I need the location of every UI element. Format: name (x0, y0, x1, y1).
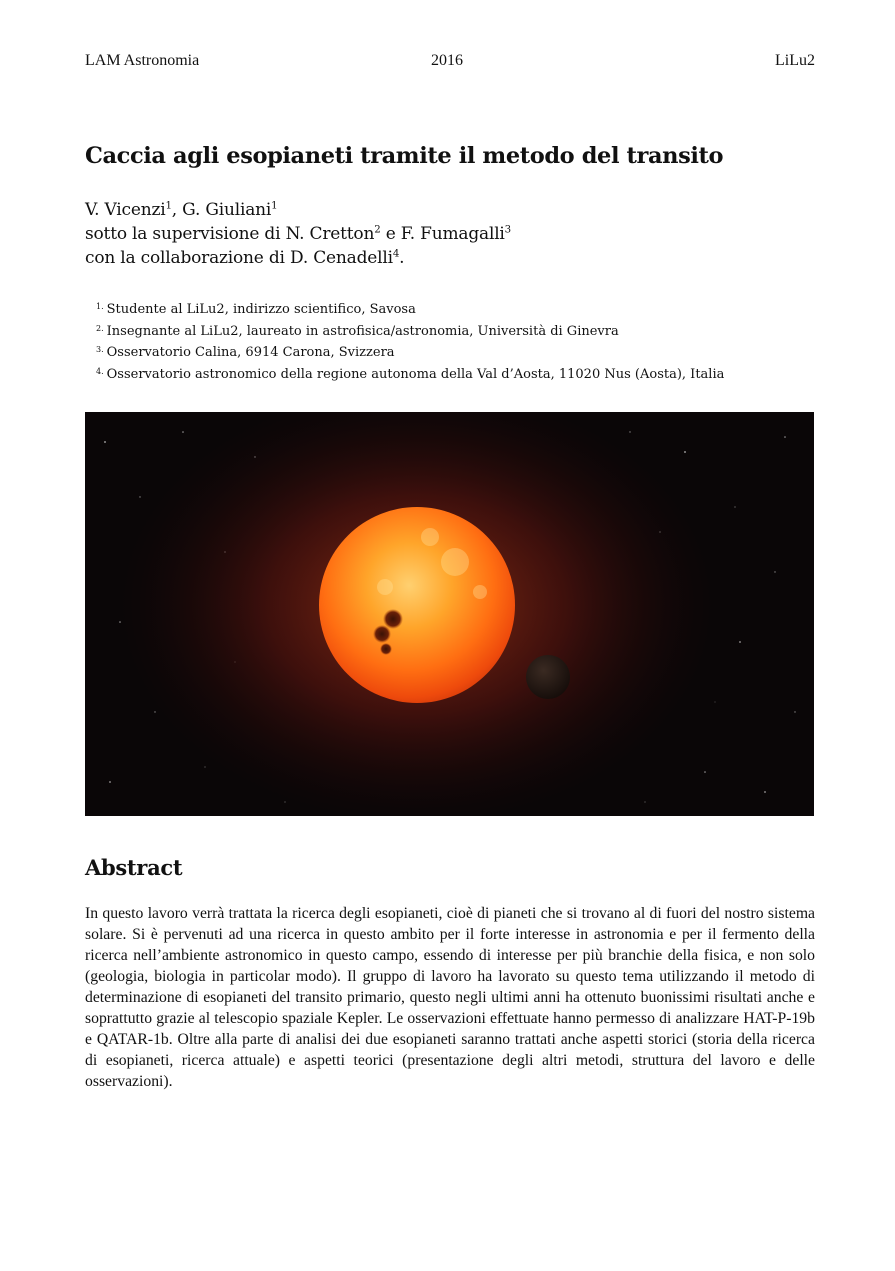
collaborators-suffix: . (399, 248, 405, 268)
supervisor-name: N. Cretton (285, 224, 375, 244)
affiliation-item (96, 341, 724, 363)
affiliation-number: 2. (96, 323, 104, 333)
affiliation-item (96, 363, 724, 385)
author-separator: e (380, 224, 401, 244)
affiliations-list (96, 298, 724, 384)
paper-title: Caccia agli esopianeti tramite il metodo del transito (85, 143, 724, 169)
exoplanet-transit-illustration (85, 412, 814, 816)
author-affil-mark: 1 (271, 200, 278, 212)
affiliation-number: 1. (96, 302, 104, 311)
transiting-exoplanet (526, 655, 570, 699)
author-affil-mark: 3 (504, 224, 511, 236)
abstract-body: In questo lavoro verrà trattata la ricerca degli esopianeti, cioè di pianeti che si trovano al di fuori del nostro sistema solare. Si è pervenuti ad una ricerca in questo ambito per il forte interesse in astronomia e per il fermento della ricerca nell’ambiente astronomico in questo campo, essendo di interesse per più branchie della fisica, e non solo (geologia, biologia in particolar modo). Il gruppo di lavoro ha lavorato su questo tema utilizzando il metodo di determinazione di esopianeti del transito primario, questo negli ultimi anni ha ottenuto buonissimi risultati anche e soprattutto grazie al telescopio spaziale Kepler. Le osservazioni effettuate hanno permesso di analizzare HAT-P-19b e QATAR-1b. Oltre alla parte di analisi dei due esopianeti saranno trattati anche aspetti storici (storia della ricerca di esopianeti, ricerca attuale) e aspetti teorici (presentazione degli altri metodi, struttura del lavoro e delle osservazioni). (85, 905, 815, 1090)
affiliation-number: 3. (96, 345, 104, 354)
affiliation-text: Studente al LiLu2, indirizzo scientifico, Savosa (106, 302, 416, 317)
affiliation-text: Osservatorio Calina, 6914 Carona, Svizzera (106, 345, 395, 360)
affiliation-number: 4. (96, 366, 104, 376)
author-affil-mark: 1 (165, 200, 172, 212)
abstract-heading: Abstract (85, 855, 183, 880)
supervisors-prefix: sotto la supervisione di (85, 224, 286, 244)
author-block (85, 198, 511, 270)
collaborators-line (85, 246, 511, 270)
host-star (319, 507, 515, 703)
supervisors-line (85, 222, 511, 246)
running-header (85, 52, 815, 74)
affiliation-text: Insegnante al LiLu2, laureato in astrofisica/astronomia, Università di Ginevra (106, 323, 619, 339)
supervisor-name: F. Fumagalli (400, 224, 505, 244)
authors-line (85, 198, 511, 222)
author-name: G. Giuliani (182, 200, 272, 220)
transit-artwork (85, 412, 814, 816)
collaborator-name: D. Cenadelli (290, 248, 393, 268)
header-year: 2016 (431, 52, 463, 69)
author-affil-mark: 4 (392, 248, 400, 260)
affiliation-item (96, 298, 724, 320)
author-name: V. Vicenzi (85, 200, 166, 220)
header-right: LiLu2 (775, 52, 815, 69)
collaborators-prefix: con la collaborazione di (85, 248, 290, 268)
header-left: LAM Astronomia (85, 52, 200, 69)
author-separator: , (171, 200, 183, 220)
affiliation-text: Osservatorio astronomico della regione autonoma della Val d’Aosta, 11020 Nus (Aosta), Italia (106, 366, 725, 382)
affiliation-item (96, 320, 724, 342)
author-affil-mark: 2 (374, 224, 381, 236)
